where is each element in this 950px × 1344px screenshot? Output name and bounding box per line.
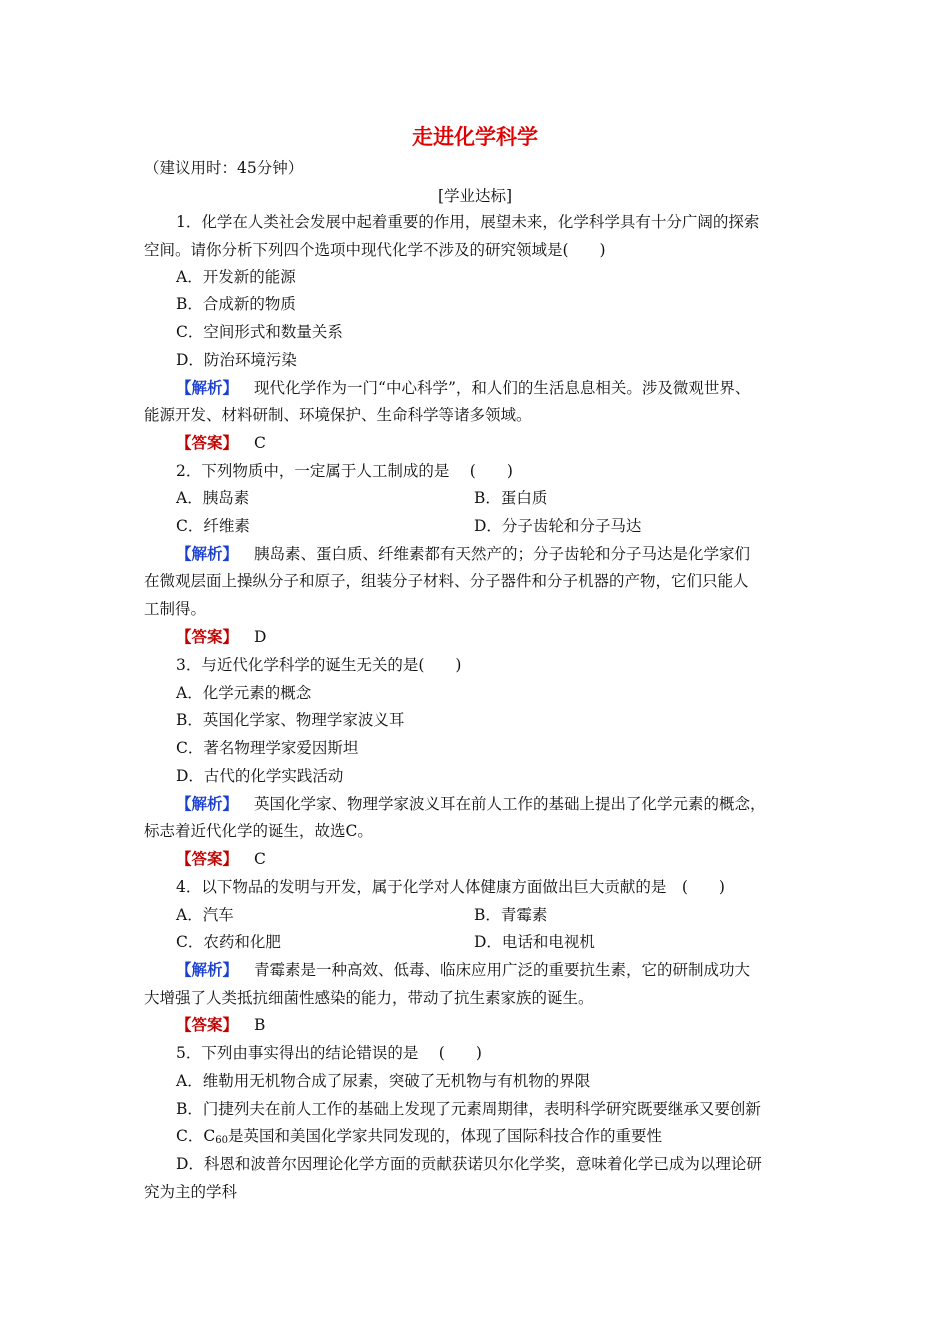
q4-option-d: D．电话和电视机 (474, 933, 595, 951)
q2-option-b: B．蛋白质 (474, 489, 548, 507)
q4-analysis-line-1: 青霉素是一种高效、低毒、临床应用广泛的重要抗生素，它的研制成功大 (254, 961, 751, 979)
q1-analysis-line-1: 现代化学作为一门“中心科学”，和人们的生活息息相关。涉及微观世界、 (254, 379, 751, 397)
answer-tag: 【答案】 (176, 1015, 239, 1034)
q3-option-a: A．化学元素的概念 (176, 684, 312, 702)
q5-option-c-subscript: 60 (215, 1135, 228, 1146)
q5-option-d-line-1: D．科恩和波普尔因理论化学方面的贡献获诺贝尔化学奖，意味着化学已成为以理论研 (176, 1155, 762, 1173)
q2-analysis-line-2: 在微观层面上操纵分子和原子，组装分子材料、分子器件和分子机器的产物，它们只能人 (144, 572, 749, 590)
q1-stem-line-1: 1．化学在人类社会发展中起着重要的作用，展望未来，化学科学具有十分广阔的探索 (176, 213, 760, 231)
q1-analysis-line-2: 能源开发、材料研制、环境保护、生命科学等诸多领域。 (144, 406, 532, 424)
q1-option-b: B．合成新的物质 (176, 295, 296, 313)
q4-option-a: A．汽车 (176, 906, 234, 924)
q2-analysis-line-1: 胰岛素、蛋白质、纤维素都有天然产的；分子齿轮和分子马达是化学家们 (254, 545, 751, 563)
analysis-tag: 【解析】 (176, 378, 239, 397)
q4-option-c: C．农药和化肥 (176, 933, 281, 951)
q3-option-d: D．古代的化学实践活动 (176, 767, 344, 785)
q4-stem: 4．以下物品的发明与开发，属于化学对人体健康方面做出巨大贡献的是 ( ) (176, 878, 725, 896)
q5-option-c-rest: 是英国和美国化学家共同发现的，体现了国际科技合作的重要性 (227, 1127, 662, 1145)
q2-analysis (176, 544, 750, 564)
q2-option-a: A．胰岛素 (176, 489, 250, 507)
q5-option-d-line-2: 究为主的学科 (144, 1183, 238, 1201)
q2-answer-value: D (254, 628, 267, 646)
q5-option-c-prefix: C．C (176, 1127, 216, 1145)
q1-stem-line-2: 空间。请你分析下列四个选项中现代化学不涉及的研究领域是( ) (144, 241, 606, 259)
q5-option-a: A．维勒用无机物合成了尿素，突破了无机物与有机物的界限 (176, 1072, 591, 1090)
q4-answer (176, 1015, 265, 1035)
q3-answer (176, 849, 266, 869)
q1-option-c: C．空间形式和数量关系 (176, 323, 343, 341)
q2-analysis-line-3: 工制得。 (144, 600, 207, 618)
answer-tag: 【答案】 (176, 849, 239, 868)
page-title: 走进化学科学 (412, 125, 538, 149)
q3-option-b: B．英国化学家、物理学家波义耳 (176, 711, 405, 729)
q4-answer-value: B (254, 1016, 266, 1034)
answer-tag: 【答案】 (176, 433, 239, 452)
analysis-tag: 【解析】 (176, 544, 239, 563)
analysis-tag: 【解析】 (176, 960, 239, 979)
q2-option-c: C．纤维素 (176, 517, 250, 535)
q3-stem: 3．与近代化学科学的诞生无关的是( ) (176, 656, 462, 674)
q5-option-c (176, 1126, 662, 1151)
q2-stem: 2．下列物质中，一定属于人工制成的是 ( ) (176, 462, 513, 480)
q1-answer (176, 433, 266, 453)
q2-answer (176, 627, 266, 647)
q5-stem: 5．下列由事实得出的结论错误的是 ( ) (176, 1044, 482, 1062)
q3-analysis-line-2: 标志着近代化学的诞生，故选C。 (144, 822, 373, 840)
q4-option-b: B．青霉素 (474, 906, 548, 924)
q1-option-a: A．开发新的能源 (176, 268, 296, 286)
answer-tag: 【答案】 (176, 627, 239, 646)
q3-analysis-line-1: 英国化学家、物理学家波义耳在前人工作的基础上提出了化学元素的概念， (254, 795, 766, 813)
section-heading: [学业达标] (437, 187, 513, 205)
q1-analysis (176, 378, 750, 398)
q4-analysis-line-2: 大增强了人类抵抗细菌性感染的能力，带动了抗生素家族的诞生。 (144, 989, 594, 1007)
q4-analysis (176, 960, 750, 980)
time-hint: （建议用时：45分钟） (144, 159, 304, 177)
q1-option-d: D．防治环境污染 (176, 351, 297, 369)
analysis-tag: 【解析】 (176, 794, 239, 813)
q3-answer-value: C (254, 850, 266, 868)
q3-analysis (176, 794, 766, 814)
q5-option-b: B．门捷列夫在前人工作的基础上发现了元素周期律，表明科学研究既要继承又要创新 (176, 1100, 761, 1118)
q1-answer-value: C (254, 434, 266, 452)
q2-option-d: D．分子齿轮和分子马达 (474, 517, 642, 535)
q3-option-c: C．著名物理学家爱因斯坦 (176, 739, 359, 757)
